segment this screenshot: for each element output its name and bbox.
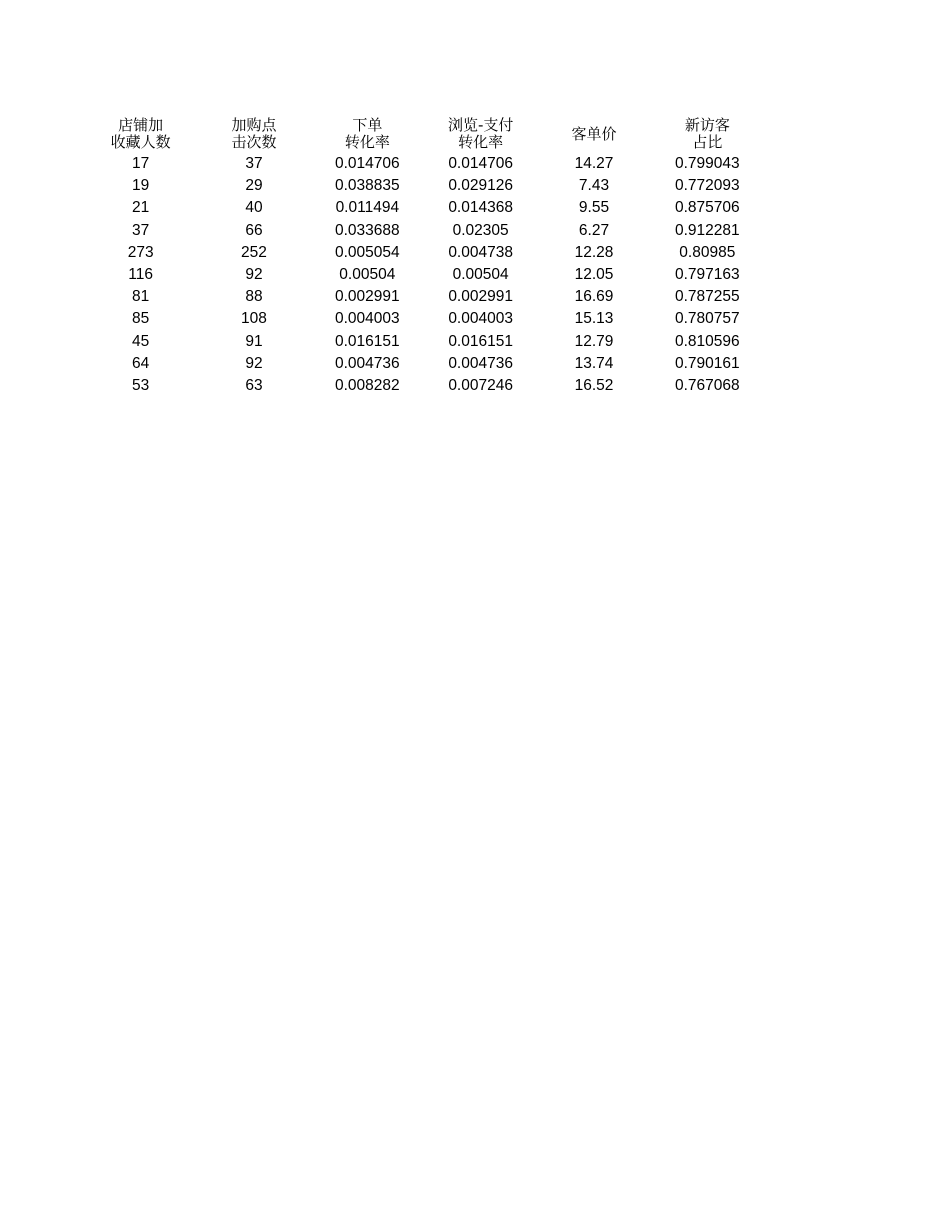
table-cell: 15.13 — [574, 310, 614, 328]
table-cell: 64 — [132, 354, 150, 372]
table-cell: 0.004003 — [448, 310, 513, 328]
table-cell: 92 — [245, 354, 263, 372]
table-row — [84, 308, 764, 330]
table-cell: 0.80985 — [679, 243, 736, 261]
table-cell: 37 — [132, 221, 150, 239]
header-shop-favorites: 店铺加 收藏人数 — [110, 116, 171, 151]
table-cell: 12.28 — [574, 243, 614, 261]
table-cell: 12.79 — [574, 332, 614, 350]
table-cell: 0.016151 — [448, 332, 513, 350]
table-cell: 16.69 — [574, 288, 614, 306]
table-cell: 252 — [241, 243, 267, 261]
table-row — [84, 153, 764, 175]
table-cell: 0.02305 — [452, 221, 509, 239]
header-add-to-cart-clicks: 加购点 击次数 — [231, 116, 277, 151]
table-cell: 0.767068 — [674, 376, 740, 394]
table-cell: 0.810596 — [674, 332, 740, 350]
table-cell: 0.007246 — [448, 376, 513, 394]
table-cell: 66 — [245, 221, 263, 239]
table-cell: 88 — [245, 288, 263, 306]
table-cell: 45 — [132, 332, 150, 350]
table-cell: 0.004736 — [448, 354, 513, 372]
table-row — [84, 242, 764, 264]
table-cell: 0.772093 — [674, 177, 740, 195]
table-cell: 40 — [245, 199, 263, 217]
table-cell: 9.55 — [578, 199, 610, 217]
header-new-visitor-ratio: 新访客 占比 — [684, 116, 730, 151]
table-cell: 0.014368 — [448, 199, 513, 217]
header-avg-order-value: 客单价 — [571, 124, 617, 143]
table-cell: 0.912281 — [674, 221, 740, 239]
table-cell: 7.43 — [578, 177, 610, 195]
table-cell: 13.74 — [574, 354, 614, 372]
table-cell: 0.780757 — [674, 310, 740, 328]
header-row — [84, 115, 764, 153]
table-cell: 0.790161 — [674, 354, 740, 372]
table-cell: 0.005054 — [334, 243, 400, 261]
table-row — [84, 375, 764, 397]
table-cell: 63 — [245, 376, 263, 394]
table-cell: 0.016151 — [334, 332, 400, 350]
table-cell: 12.05 — [574, 266, 614, 284]
table-cell: 0.014706 — [334, 155, 400, 173]
table-cell: 0.002991 — [448, 288, 513, 306]
table-cell: 53 — [132, 376, 150, 394]
table-row — [84, 220, 764, 242]
table-cell: 0.011494 — [335, 199, 400, 217]
table-cell: 81 — [132, 288, 150, 306]
table-cell: 0.004003 — [334, 310, 400, 328]
table-cell: 0.004736 — [334, 354, 400, 372]
table-cell: 116 — [128, 266, 154, 284]
table-row — [84, 286, 764, 308]
table-cell: 0.799043 — [674, 155, 740, 173]
table-cell: 92 — [245, 266, 263, 284]
table-cell: 0.008282 — [334, 376, 400, 394]
header-browse-pay-conversion-rate: 浏览-支付 转化率 — [447, 116, 514, 151]
table-body — [84, 153, 764, 397]
table-cell: 17 — [132, 155, 150, 173]
table-cell: 273 — [127, 243, 154, 261]
table-cell: 0.014706 — [448, 155, 513, 173]
table-row — [84, 353, 764, 375]
table-cell: 16.52 — [574, 376, 614, 394]
table-cell: 0.875706 — [674, 199, 740, 217]
table-cell: 37 — [245, 155, 263, 173]
table-cell: 0.00504 — [339, 266, 396, 284]
data-table — [84, 115, 764, 397]
table-cell: 108 — [241, 310, 267, 328]
table-row — [84, 264, 764, 286]
table-cell: 19 — [132, 177, 150, 195]
table-cell: 0.004738 — [448, 243, 513, 261]
table-cell: 0.033688 — [334, 221, 400, 239]
table-cell: 0.029126 — [448, 177, 513, 195]
spreadsheet-page — [84, 115, 764, 397]
table-cell: 6.27 — [578, 221, 610, 239]
header-order-conversion-rate: 下单 转化率 — [344, 116, 390, 151]
table-row — [84, 175, 764, 197]
table-cell: 0.002991 — [334, 288, 400, 306]
table-cell: 29 — [245, 177, 263, 195]
table-cell: 85 — [132, 310, 150, 328]
table-cell: 0.787255 — [674, 288, 740, 306]
table-row — [84, 331, 764, 353]
table-cell: 91 — [245, 332, 263, 350]
table-cell: 0.797163 — [674, 266, 740, 284]
table-cell: 0.038835 — [334, 177, 400, 195]
table-row — [84, 197, 764, 219]
table-cell: 14.27 — [574, 155, 614, 173]
table-cell: 21 — [132, 199, 150, 217]
table-cell: 0.00504 — [452, 266, 509, 284]
